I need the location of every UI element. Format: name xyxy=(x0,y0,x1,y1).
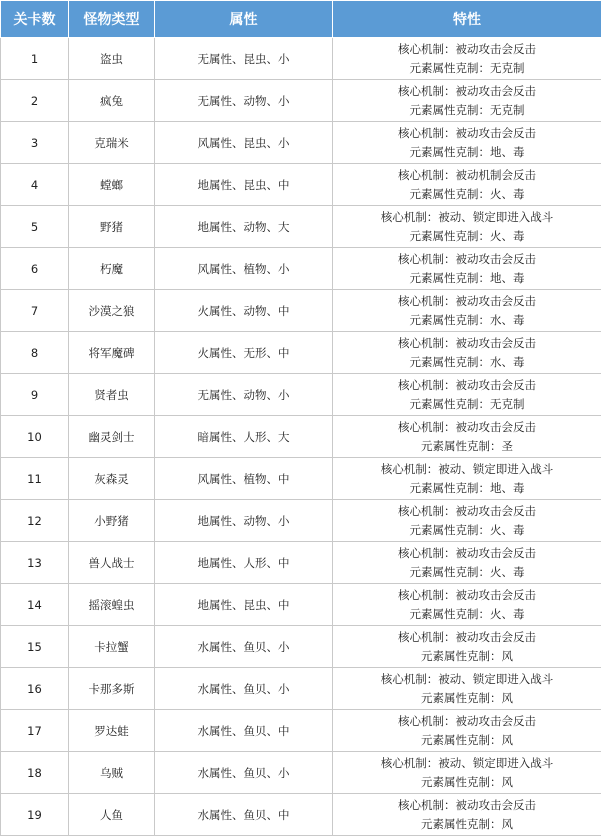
cell-attribute: 无属性、动物、小 xyxy=(155,80,333,122)
cell-monster-type: 盗虫 xyxy=(69,38,155,80)
trait-core-mechanic: 核心机制：被动攻击会反击 xyxy=(333,586,601,605)
table-row xyxy=(1,416,601,458)
trait-core-mechanic: 核心机制：被动、锁定即进入战斗 xyxy=(333,208,601,227)
cell-monster-type: 人鱼 xyxy=(69,794,155,836)
trait-core-mechanic: 核心机制：被动攻击会反击 xyxy=(333,544,601,563)
cell-monster-type: 罗达蛙 xyxy=(69,710,155,752)
cell-monster-type: 克瑞米 xyxy=(69,122,155,164)
table-row xyxy=(1,122,601,164)
header-level: 关卡数 xyxy=(1,1,69,38)
cell-trait xyxy=(333,38,601,80)
cell-monster-type: 贤者虫 xyxy=(69,374,155,416)
trait-core-mechanic: 核心机制：被动攻击会反击 xyxy=(333,796,601,815)
cell-level: 6 xyxy=(1,248,69,290)
cell-monster-type: 卡拉蟹 xyxy=(69,626,155,668)
trait-element-counter: 元素属性克制：风 xyxy=(333,815,601,834)
cell-attribute: 水属性、鱼贝、中 xyxy=(155,794,333,836)
table-row xyxy=(1,206,601,248)
trait-element-counter: 元素属性克制：风 xyxy=(333,689,601,708)
cell-attribute: 水属性、鱼贝、小 xyxy=(155,626,333,668)
cell-level: 13 xyxy=(1,542,69,584)
trait-element-counter: 元素属性克制：地、毒 xyxy=(333,479,601,498)
cell-level: 16 xyxy=(1,668,69,710)
cell-attribute: 水属性、鱼贝、中 xyxy=(155,710,333,752)
trait-element-counter: 元素属性克制：风 xyxy=(333,647,601,666)
cell-attribute: 风属性、植物、小 xyxy=(155,248,333,290)
cell-monster-type: 将军魔碑 xyxy=(69,332,155,374)
cell-attribute: 水属性、鱼贝、小 xyxy=(155,668,333,710)
trait-element-counter: 元素属性克制：地、毒 xyxy=(333,269,601,288)
trait-core-mechanic: 核心机制：被动攻击会反击 xyxy=(333,712,601,731)
header-row xyxy=(1,1,601,38)
cell-attribute: 地属性、昆虫、中 xyxy=(155,164,333,206)
cell-attribute: 火属性、动物、中 xyxy=(155,290,333,332)
table-row xyxy=(1,164,601,206)
cell-attribute: 风属性、植物、中 xyxy=(155,458,333,500)
cell-trait xyxy=(333,206,601,248)
table-header xyxy=(1,1,601,38)
cell-monster-type: 灰森灵 xyxy=(69,458,155,500)
cell-monster-type: 摇滚蝗虫 xyxy=(69,584,155,626)
cell-level: 18 xyxy=(1,752,69,794)
cell-trait xyxy=(333,122,601,164)
table-row xyxy=(1,794,601,836)
trait-element-counter: 元素属性克制：火、毒 xyxy=(333,521,601,540)
cell-monster-type: 野猪 xyxy=(69,206,155,248)
cell-trait xyxy=(333,500,601,542)
cell-trait xyxy=(333,584,601,626)
trait-core-mechanic: 核心机制：被动攻击会反击 xyxy=(333,250,601,269)
cell-level: 10 xyxy=(1,416,69,458)
table-row xyxy=(1,500,601,542)
table-row xyxy=(1,752,601,794)
trait-core-mechanic: 核心机制：被动攻击会反击 xyxy=(333,82,601,101)
cell-level: 11 xyxy=(1,458,69,500)
trait-element-counter: 元素属性克制：火、毒 xyxy=(333,227,601,246)
cell-attribute: 地属性、人形、中 xyxy=(155,542,333,584)
cell-monster-type: 卡那多斯 xyxy=(69,668,155,710)
table-row xyxy=(1,710,601,752)
cell-monster-type: 幽灵剑士 xyxy=(69,416,155,458)
header-trait: 特性 xyxy=(333,1,601,38)
cell-level: 4 xyxy=(1,164,69,206)
header-attribute: 属性 xyxy=(155,1,333,38)
table-body xyxy=(1,38,601,836)
trait-core-mechanic: 核心机制：被动攻击会反击 xyxy=(333,334,601,353)
trait-element-counter: 元素属性克制：地、毒 xyxy=(333,143,601,162)
cell-attribute: 暗属性、人形、大 xyxy=(155,416,333,458)
table-row xyxy=(1,290,601,332)
table-row xyxy=(1,542,601,584)
trait-element-counter: 元素属性克制：火、毒 xyxy=(333,185,601,204)
trait-core-mechanic: 核心机制：被动机制会反击 xyxy=(333,166,601,185)
table-row xyxy=(1,626,601,668)
cell-trait xyxy=(333,458,601,500)
trait-element-counter: 元素属性克制：无克制 xyxy=(333,59,601,78)
trait-core-mechanic: 核心机制：被动攻击会反击 xyxy=(333,502,601,521)
cell-trait xyxy=(333,626,601,668)
cell-trait xyxy=(333,668,601,710)
cell-attribute: 风属性、昆虫、小 xyxy=(155,122,333,164)
cell-level: 8 xyxy=(1,332,69,374)
cell-level: 7 xyxy=(1,290,69,332)
cell-trait xyxy=(333,248,601,290)
trait-core-mechanic: 核心机制：被动攻击会反击 xyxy=(333,124,601,143)
cell-monster-type: 兽人战士 xyxy=(69,542,155,584)
table-row xyxy=(1,332,601,374)
trait-element-counter: 元素属性克制：风 xyxy=(333,731,601,750)
cell-trait xyxy=(333,752,601,794)
table-row xyxy=(1,668,601,710)
cell-level: 1 xyxy=(1,38,69,80)
cell-monster-type: 螳螂 xyxy=(69,164,155,206)
table-row xyxy=(1,80,601,122)
cell-attribute: 火属性、无形、中 xyxy=(155,332,333,374)
cell-trait xyxy=(333,80,601,122)
cell-monster-type: 乌贼 xyxy=(69,752,155,794)
trait-core-mechanic: 核心机制：被动、锁定即进入战斗 xyxy=(333,754,601,773)
trait-core-mechanic: 核心机制：被动攻击会反击 xyxy=(333,376,601,395)
cell-level: 17 xyxy=(1,710,69,752)
trait-element-counter: 元素属性克制：水、毒 xyxy=(333,353,601,372)
table-row xyxy=(1,248,601,290)
trait-element-counter: 元素属性克制：圣 xyxy=(333,437,601,456)
cell-trait xyxy=(333,710,601,752)
cell-attribute: 无属性、动物、小 xyxy=(155,374,333,416)
trait-core-mechanic: 核心机制：被动攻击会反击 xyxy=(333,292,601,311)
trait-element-counter: 元素属性克制：无克制 xyxy=(333,101,601,120)
cell-trait xyxy=(333,164,601,206)
table-row xyxy=(1,458,601,500)
trait-core-mechanic: 核心机制：被动、锁定即进入战斗 xyxy=(333,670,601,689)
trait-element-counter: 元素属性克制：风 xyxy=(333,773,601,792)
trait-element-counter: 元素属性克制：火、毒 xyxy=(333,605,601,624)
cell-level: 5 xyxy=(1,206,69,248)
header-monster-type: 怪物类型 xyxy=(69,1,155,38)
cell-level: 14 xyxy=(1,584,69,626)
trait-core-mechanic: 核心机制：被动攻击会反击 xyxy=(333,40,601,59)
cell-level: 12 xyxy=(1,500,69,542)
cell-trait xyxy=(333,332,601,374)
cell-monster-type: 沙漠之狼 xyxy=(69,290,155,332)
trait-core-mechanic: 核心机制：被动攻击会反击 xyxy=(333,628,601,647)
cell-trait xyxy=(333,794,601,836)
cell-level: 9 xyxy=(1,374,69,416)
cell-trait xyxy=(333,542,601,584)
cell-attribute: 地属性、昆虫、中 xyxy=(155,584,333,626)
table-row xyxy=(1,374,601,416)
cell-attribute: 水属性、鱼贝、小 xyxy=(155,752,333,794)
cell-monster-type: 小野猪 xyxy=(69,500,155,542)
cell-level: 3 xyxy=(1,122,69,164)
cell-monster-type: 疯兔 xyxy=(69,80,155,122)
cell-monster-type: 朽魔 xyxy=(69,248,155,290)
trait-element-counter: 元素属性克制：无克制 xyxy=(333,395,601,414)
trait-element-counter: 元素属性克制：水、毒 xyxy=(333,311,601,330)
trait-core-mechanic: 核心机制：被动、锁定即进入战斗 xyxy=(333,460,601,479)
cell-attribute: 地属性、动物、小 xyxy=(155,500,333,542)
cell-attribute: 地属性、动物、大 xyxy=(155,206,333,248)
cell-level: 19 xyxy=(1,794,69,836)
table-row xyxy=(1,584,601,626)
cell-trait xyxy=(333,374,601,416)
cell-attribute: 无属性、昆虫、小 xyxy=(155,38,333,80)
cell-level: 2 xyxy=(1,80,69,122)
cell-trait xyxy=(333,416,601,458)
cell-trait xyxy=(333,290,601,332)
table-row xyxy=(1,38,601,80)
trait-element-counter: 元素属性克制：火、毒 xyxy=(333,563,601,582)
cell-level: 15 xyxy=(1,626,69,668)
trait-core-mechanic: 核心机制：被动攻击会反击 xyxy=(333,418,601,437)
